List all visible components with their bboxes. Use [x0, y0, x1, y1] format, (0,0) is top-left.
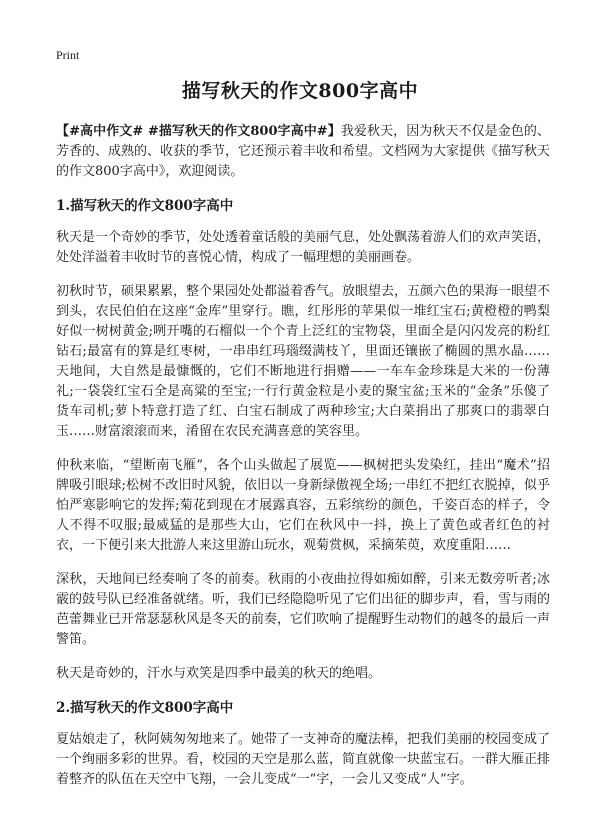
section-paragraph: 深秋，天地间已经奏响了冬的前奏。秋雨的小夜曲拉得如痴如醉，引来无数旁听者;冰霰的鼓号队已经准备就绪。听，我们已经隐隐听见了它们出征的脚步声，看，雪与雨的芭蕾舞业已开常瑟瑟秋风是冬天的前奏，它们吹响了提醒野生动物们的越冬的最后一声警笛。 [56, 572, 551, 647]
print-link[interactable]: Print [56, 48, 80, 62]
section-paragraph: 秋天是奇妙的，汗水与欢笑是四季中最美的秋天的绝唱。 [56, 666, 382, 681]
section-paragraph: 仲秋来临，“望断南飞雁”，各个山头做起了展览——枫树把头发染红，挂出“魔术”招牌吸引眼球;松树不改旧时风貌，依旧以一身新绿傲视全场;一串红不把红衣脱掉，似乎怕严寒影响它的发挥;菊花到现在才展露真容，五彩缤纷的颜色，千姿百态的样子，令人不得不叹服;最威猛的是那些大山，它们在秋风中一抖，换上了黄色或者红色的衬衣，一下便引来大批游人来这里游山玩水，观菊赏枫，采摘茱萸，欢度重阳…… [56, 458, 550, 553]
section-heading: 2.描写秋天的作文800字高中 [56, 700, 234, 716]
section-paragraph: 初秋时节，硕果累累，整个果园处处都溢着香气。放眼望去，五颜六色的果海一眼望不到头，农民伯伯在这座“金库”里穿行。瞧，红彤彤的苹果似一堆红宝石;黄橙橙的鸭梨好似一树树黄金;咧开嘴的石榴似一个个青上泛红的宝物袋，里面全是闪闪发亮的粉红钻石;最富有的算是红枣树，一串串红玛瑙缀满枝丫，里面还镶嵌了椭圆的黑水晶……天地间，大自然是最慷慨的，它们不断地进行捐赠——一车车金珍珠是大米的一份薄礼;一袋袋红宝石全是高粱的至宝;一行行黄金粒是小麦的聚宝盆;玉米的“金条”乐傻了货车司机;萝卜特意打造了红、白宝石制成了两种珍宝;大白菜捐出了那爽口的翡翠白玉……财富滚滚而来，淆留在农民充满喜意的笑容里。 [56, 284, 551, 439]
section-paragraph: 秋天是一个奇妙的季节，处处透着童话般的美丽气息，处处飘荡着游人们的欢声笑语，处处洋溢着丰收时节的喜悦心情，构成了一幅理想的美丽画卷。 [56, 230, 551, 265]
document-title: 描写秋天的作文800字高中 [181, 80, 419, 102]
intro-paragraph [56, 122, 550, 182]
intro-text: 我爱秋天，因为秋天不仅是金色的、芳香的、成熟的、收获的季节，它还预示着丰收和希望。文档网为大家提供《描写秋天的作文800字高中》，欢迎阅读。 [56, 124, 551, 179]
document-body [56, 122, 550, 804]
section-heading: 1.描写秋天的作文800字高中 [56, 198, 234, 214]
section-paragraph: 夏姑娘走了，秋阿姨匆匆地来了。她带了一支神奇的魔法棒，把我们美丽的校园变成了一个绚丽多彩的世界。看，校园的天空是那么蓝，简直就像一块蓝宝石。一群大雁正排着整齐的队伍在天空中飞翔，一会儿变成“一”字，一会儿又变成“人”字。 [56, 732, 551, 787]
intro-tag: 【#高中作文# #描写秋天的作文800字高中#】 [56, 124, 341, 139]
